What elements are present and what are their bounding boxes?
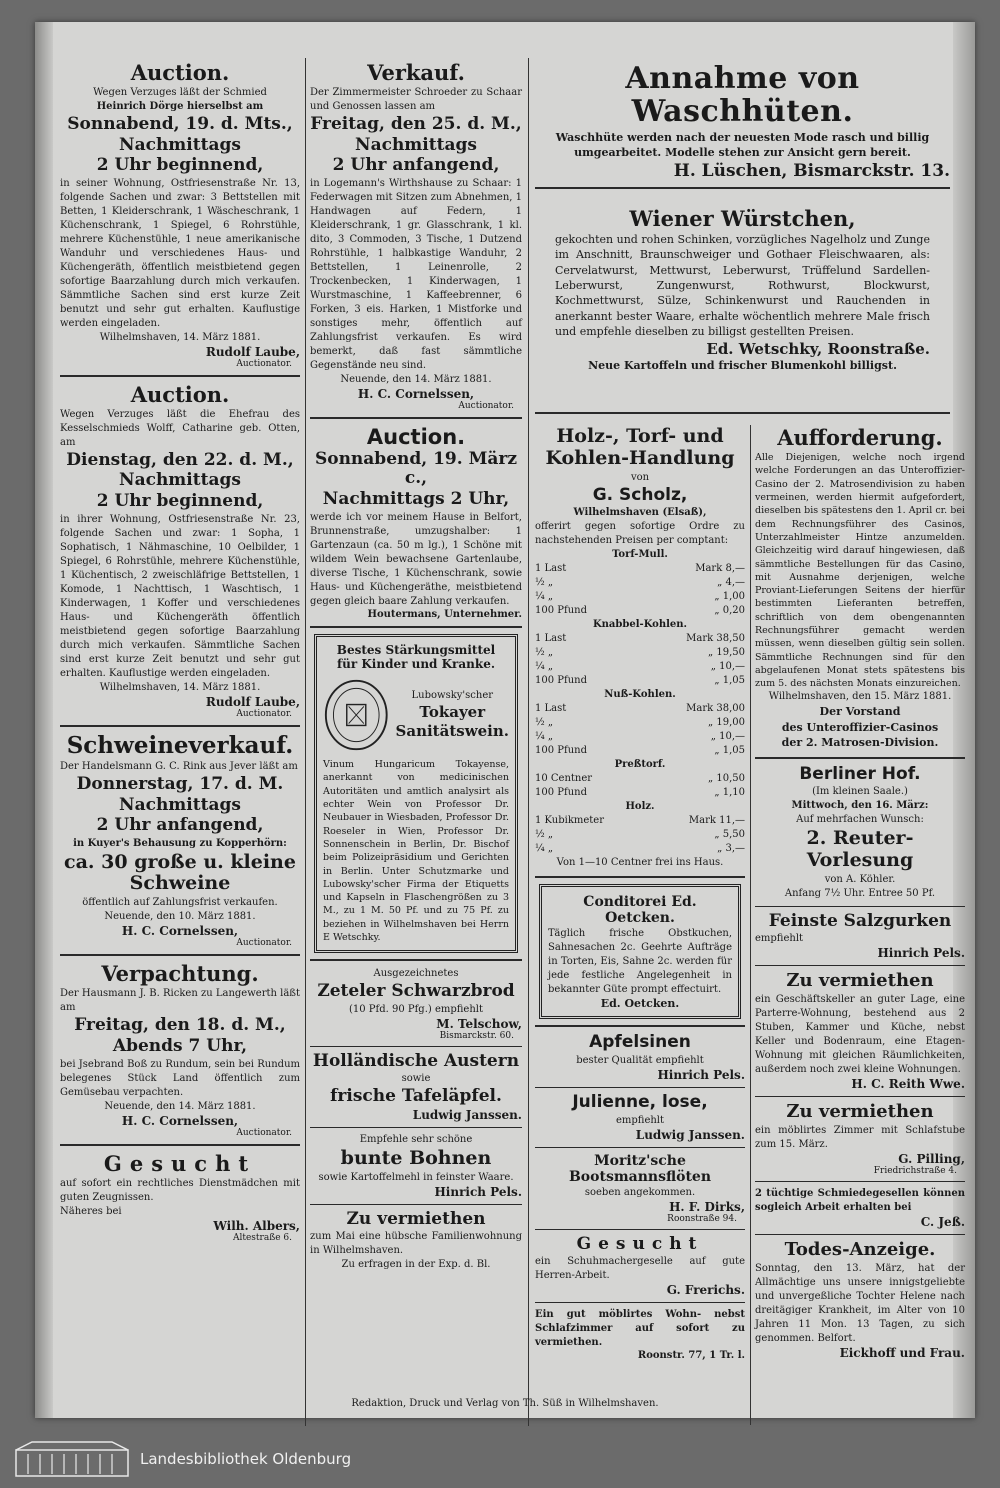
ad-apfelsinen bbox=[535, 1033, 745, 1082]
ad-role: Auctionator. bbox=[236, 358, 292, 369]
ad-headline: Tokayer bbox=[419, 703, 486, 722]
price-row bbox=[535, 730, 745, 744]
divider bbox=[755, 965, 965, 966]
column-rule bbox=[750, 425, 751, 1425]
price-section-head: Holz. bbox=[625, 801, 655, 813]
ad-role: Roonstraße 94. bbox=[667, 1213, 737, 1224]
divider bbox=[535, 187, 950, 189]
ad-date: Freitag, den 18. d. M., bbox=[74, 1015, 286, 1036]
ad-body: ein Geschäftskeller an guter Lage, eine Parterre-Wohnung, bestehend aus 2 Stuben, Kammer und Küche, nebst Keller und Bodenraum, eine Etagen-Wohnung mit gleichen Räumlichkeiten, außerdem noch zwei kleine Wohnungen. bbox=[755, 994, 965, 1076]
ad-title: Gesucht bbox=[576, 1233, 704, 1254]
divider bbox=[535, 1229, 745, 1230]
ad-signature: H. C. Cornelssen, bbox=[121, 1113, 239, 1128]
price-row bbox=[535, 744, 745, 758]
ad-body: Täglich frische Obstkuchen, Sahnesachen 2c. Geehrte Aufträge in Torten, Eis, Sahne 2c. werden für jede festliche Angelegenheit in bekannter Güte prompt effectuirt. bbox=[548, 928, 732, 996]
ad-headline: Sanitätswein. bbox=[395, 721, 509, 740]
ad-title: Zeteler Schwarzbrod bbox=[317, 981, 515, 1002]
ad-text: sowie bbox=[401, 1073, 431, 1085]
price-section-head: Knabbel-Kohlen. bbox=[592, 619, 688, 631]
ad-text: Auf mehrfachen Wunsch: bbox=[796, 814, 924, 826]
ad-text: Ausgezeichnetes bbox=[373, 968, 459, 980]
price-value: „ 1,05 bbox=[714, 675, 745, 687]
ad-verpachtung bbox=[60, 962, 300, 1137]
ad-title: Wiener Würstchen, bbox=[629, 205, 856, 231]
ad-body: ein möblirtes Zimmer mit Schlafstube zum 15. März. bbox=[755, 1124, 965, 1150]
price-row bbox=[535, 660, 745, 674]
ad-role: Auctionator. bbox=[458, 400, 514, 411]
ad-auction-houtermans bbox=[310, 425, 522, 620]
imprint-line: Redaktion, Druck und Verlag von Th. Süß in Wilhelmshaven. bbox=[351, 1398, 659, 1409]
divider bbox=[535, 876, 745, 878]
ad-text: in Kuyer's Behausung zu Kopperhörn: bbox=[73, 837, 287, 849]
ad-signature: Wilh. Albers, bbox=[213, 1218, 300, 1233]
ad-title: Annahme von Waschhüten. bbox=[625, 61, 860, 129]
ad-text: Der Handelsmann G. C. Rink aus Jever läßt am bbox=[60, 761, 298, 772]
price-quantity: ¼ „ bbox=[535, 591, 554, 603]
price-row bbox=[535, 786, 745, 800]
ad-date: Dienstag, den 22. d. M., bbox=[66, 449, 294, 470]
ad-body: Alle Diejenigen, welche noch irgend welche Forderungen an das Unteroffizier-Casino der 2. Matrosendivision zu haben vermeinen, werden hiermit aufgefordert, dieselben bis spätestens den 1. April cr. bei dem Rechnungsführer des Casinos, Unterzahlmeister Hintze anzumelden. Gleichzeitig wird darauf hingewiesen, daß sämmtliche Bestellungen für das Casino, mit Ausnahme derjenigen, welche Proviant-Lieferungen Seitens der hierfür bestimmten Lieferanten betreffen, schriftlich von dem obengenannten Rechnungsführer gemacht werden müssen, wenn dieselben gültig sein sollen. Sämmtliche Rechnungen sind für den abgelaufenen Monat stets spätestens bis zum 5. des nächsten Monats einzureichen. bbox=[755, 452, 965, 690]
ad-role: Auctionator. bbox=[236, 938, 292, 949]
ad-body: 2 tüchtige Schmiedegesellen können sogleich Arbeit erhalten bei bbox=[755, 1187, 965, 1213]
ad-headline: Bestes Stärkungsmittel bbox=[336, 642, 496, 657]
ad-body: Waschhüte werden nach der neuesten Mode rasch und billig umgearbeitet. Modelle stehen zur Ansicht gern bereit. bbox=[555, 131, 930, 160]
ad-text: Wegen Verzuges läßt der Schmied bbox=[93, 87, 267, 99]
ad-time: Nachmittags 2 Uhr, bbox=[322, 489, 510, 510]
ad-julienne bbox=[535, 1093, 745, 1142]
ad-signature: G. Pilling, bbox=[898, 1151, 965, 1166]
price-value: „ 1,05 bbox=[714, 745, 745, 757]
price-row bbox=[535, 828, 745, 842]
ad-text: Näheres bei bbox=[60, 1205, 122, 1217]
ad-text: offerirt gegen sofortige Ordre zu nachstehenden Preisen per comptant: bbox=[535, 521, 745, 547]
ad-body: werde ich vor meinem Hause in Belfort, Brunnenstraße, umzugshalber: 1 Gartenzaun (ca. 50 m lg.), 1 Schöne mit wildem Wein bewachsene Gartenlaube, diverse Tische, 1 Küchenschrank, sowie Haus- und Küchengeräthe, meistbietend gegen gleich baare Zahlung verkaufen. bbox=[310, 511, 522, 607]
divider bbox=[60, 954, 300, 956]
ad-title: Feinste Salzgurken bbox=[768, 910, 952, 931]
price-value: „ 19,00 bbox=[708, 717, 745, 729]
ad-signature: H. C. Cornelssen, bbox=[357, 386, 475, 401]
ad-title: Todes-Anzeige. bbox=[784, 1238, 936, 1260]
ad-time: Nachmittags bbox=[119, 794, 241, 815]
ad-tokayer-box bbox=[314, 634, 518, 954]
ad-text: empfiehlt bbox=[755, 933, 804, 945]
price-row bbox=[535, 646, 745, 660]
ad-text: Wegen Verzuges läßt die Ehefrau des Kesselschmieds Wolff, Catharine geb. Otten, am bbox=[60, 408, 300, 448]
price-quantity: ½ „ bbox=[535, 647, 554, 659]
price-value: „ 4,— bbox=[717, 577, 745, 589]
ad-time: 2 Uhr beginnend, bbox=[96, 155, 264, 176]
divider bbox=[535, 1302, 745, 1303]
ad-signature: H. C. Cornelssen, bbox=[121, 924, 239, 939]
price-value: „ 1,00 bbox=[714, 591, 745, 603]
ad-title: bunte Bohnen bbox=[340, 1146, 492, 1169]
ad-signature: Rudolf Laube, bbox=[205, 694, 300, 709]
column-1 bbox=[60, 60, 300, 1243]
divider bbox=[310, 626, 522, 628]
ad-text: Von 1—10 Centner frei ins Haus. bbox=[556, 857, 724, 869]
ad-title: Julienne, lose, bbox=[572, 1091, 708, 1112]
library-building-icon bbox=[12, 1438, 132, 1478]
ad-role: Auctionator. bbox=[236, 708, 292, 719]
ad-signature: Ed. Wetschky, Roonstraße. bbox=[706, 339, 930, 358]
price-section-head: Torf-Mull. bbox=[612, 549, 668, 561]
ad-text: bester Qualität empfiehlt bbox=[576, 1054, 704, 1066]
ad-signature: Ed. Oetcken. bbox=[600, 997, 680, 1011]
price-row bbox=[535, 632, 745, 646]
price-value: „ 10,50 bbox=[708, 773, 745, 785]
ad-wohnzimmer bbox=[535, 1308, 745, 1361]
ad-signature: Eickhoff und Frau. bbox=[839, 1345, 965, 1360]
divider bbox=[60, 375, 300, 377]
ad-role: Bismarckstr. 60. bbox=[439, 1030, 514, 1041]
ad-text: Der Hausmann J. B. Ricken zu Langewerth läßt am bbox=[60, 988, 300, 1014]
divider bbox=[755, 1181, 965, 1182]
divider bbox=[310, 1127, 522, 1128]
price-section-head: Preßtorf. bbox=[614, 759, 666, 771]
ad-headline: 2. Reuter-Vorlesung bbox=[806, 827, 914, 872]
price-row bbox=[535, 576, 745, 590]
ad-role: Friedrichstraße 4. bbox=[873, 1165, 957, 1176]
ad-title: frische Tafeläpfel. bbox=[330, 1086, 502, 1107]
ad-signature: G. Frerichs. bbox=[666, 1283, 745, 1298]
ad-vermiethen-mai bbox=[310, 1210, 522, 1273]
ad-text: öffentlich auf Zahlungsfrist verkaufen. bbox=[82, 897, 278, 909]
price-row bbox=[535, 716, 745, 730]
ad-time: 2 Uhr anfangend, bbox=[332, 155, 500, 176]
divider bbox=[60, 725, 300, 727]
ad-berliner-hof bbox=[755, 765, 965, 901]
ad-title: Auction. bbox=[130, 381, 230, 407]
ad-headline: ca. 30 große u. kleine Schweine bbox=[64, 850, 296, 895]
price-quantity: 1 Kubikmeter bbox=[535, 815, 605, 827]
divider bbox=[60, 1144, 300, 1146]
divider bbox=[310, 417, 522, 419]
price-quantity: ½ „ bbox=[535, 577, 554, 589]
price-quantity: ¼ „ bbox=[535, 731, 554, 743]
ad-body: gekochten und rohen Schinken, vorzügliches Nagelholz und Zunge im Anschnitt, Braunschweiger und Gothaer Fleischwaaren, als: Cervelatwurst, Mettwurst, Leberwurst, Trüffelund Sardellen-Leberwurst, Zungenwurst, Rothwurst, Blockwurst, Kochmettwurst, Sülze, Schinkenwurst und Rauchenden in anerkannt bester Waare, erhalte wöchentlich mehrere Male frisch und empfehle dieselben zu billigst gestellten Preisen. bbox=[555, 232, 930, 339]
ad-bootsmannsfloeten bbox=[535, 1153, 745, 1224]
ad-auction-wolff bbox=[60, 383, 300, 719]
ad-place: Wilhelmshaven, 14. März 1881. bbox=[99, 681, 261, 693]
divider bbox=[310, 959, 522, 961]
ad-time: Abends 7 Uhr, bbox=[112, 1036, 248, 1057]
price-row bbox=[535, 814, 745, 828]
ad-body: Vinum Hungaricum Tokayense, anerkannt von medicinischen Autoritäten und amtlich analysirt als echter Wein von Professor Dr. Neubauer in Wiesbaden, Professor Dr. Roeseler in Wien, Professor Dr. Sonnenschein in Berlin, Dr. Bischof beim Polizeipräsidium und Gerichten in Berlin. Unter Schutzmarke und Lubowsky'scher Firma der Etiquetts und Kapseln in Flaschengrößen zu 3 M., zu 1 M. 50 Pf. und zu 75 Pf. zu beziehen in Wilhelmshaven bei Herrn E Wetschky. bbox=[323, 759, 509, 944]
price-quantity: ½ „ bbox=[535, 829, 554, 841]
price-value: „ 10,— bbox=[710, 731, 745, 743]
ad-signature: des Unteroffizier-Casinos bbox=[781, 720, 939, 734]
ad-text: Mittwoch, den 16. März: bbox=[791, 800, 929, 812]
ad-time: 2 Uhr anfangend, bbox=[96, 815, 264, 836]
price-quantity: ¼ „ bbox=[535, 843, 554, 855]
price-quantity: ½ „ bbox=[535, 717, 554, 729]
ad-wiener-wuerstchen bbox=[535, 207, 950, 373]
price-value: „ 5,50 bbox=[714, 829, 745, 841]
ad-auction-doerge bbox=[60, 61, 300, 369]
ad-bohnen bbox=[310, 1133, 522, 1199]
ad-text: Der Zimmermeister Schroeder zu Schaar und Genossen lassen am bbox=[310, 87, 522, 113]
ad-text: Heinrich Dörge hierselbst am bbox=[96, 101, 264, 113]
price-value: Mark 8,— bbox=[695, 563, 745, 575]
ad-headline: für Kinder und Kranke. bbox=[336, 657, 496, 672]
divider bbox=[535, 1147, 745, 1148]
divider bbox=[535, 1025, 745, 1027]
price-row bbox=[535, 842, 745, 856]
column-3b bbox=[755, 425, 965, 1360]
ad-body: in seiner Wohnung, Ostfriesenstraße Nr. 13, folgende Sachen und zwar: 3 Bettstellen mit Betten, 1 Kleiderschrank, 1 Wäscheschrank, 1 Küchenschrank, 1 Spiegel, 6 Rohrstühle, mehrere Küchenstühle, 1 neue amerikanische Wanduhr und verschiedenes Haus- und Küchengeräth, öffentlich meistbietend gegen sofortige Baarzahlung durch mich verkaufen. Sämmtliche Sachen sind erst kurze Zeit benutzt und sehr gut erhalten. Kauflustige werden eingeladen. bbox=[60, 177, 300, 329]
ad-salzgurken bbox=[755, 912, 965, 961]
ad-signature: H. Lüschen, Bismarckstr. 13. bbox=[673, 160, 950, 181]
price-quantity: 1 Last bbox=[535, 563, 567, 575]
ad-date: Donnerstag, 17. d. M. bbox=[76, 774, 284, 794]
price-quantity: 1 Last bbox=[535, 703, 567, 715]
price-value: „ 19,50 bbox=[708, 647, 745, 659]
ad-gesucht-frerichs bbox=[535, 1235, 745, 1298]
divider bbox=[310, 1046, 522, 1047]
price-row bbox=[535, 604, 745, 618]
price-value: „ 1,10 bbox=[714, 787, 745, 799]
column-rule bbox=[305, 58, 306, 1426]
ad-waschhueten bbox=[535, 62, 950, 181]
ad-text: von bbox=[630, 471, 650, 483]
ad-place: Neuende, den 14. März 1881. bbox=[340, 373, 492, 385]
ad-signature: C. Jeß. bbox=[920, 1214, 965, 1229]
ad-text: Wilhelmshaven (Elsaß), bbox=[573, 507, 707, 519]
ad-title: Verpachtung. bbox=[101, 961, 259, 987]
ad-austern bbox=[310, 1052, 522, 1122]
ad-time: Nachmittags bbox=[355, 134, 477, 155]
ad-title: Holländische Austern bbox=[312, 1050, 520, 1071]
ad-body: ein Schuhmachergeselle auf gute Herren-Arbeit. bbox=[535, 1256, 745, 1282]
price-quantity: 100 Pfund bbox=[535, 745, 587, 757]
divider bbox=[755, 1096, 965, 1097]
divider bbox=[755, 906, 965, 907]
ad-scholz-kohlen bbox=[535, 426, 745, 870]
ad-time: Nachmittags bbox=[119, 134, 241, 155]
price-section-head: Nuß-Kohlen. bbox=[604, 689, 676, 701]
ad-signature: Houtermans, Unternehmer. bbox=[367, 608, 522, 620]
divider bbox=[755, 757, 965, 759]
ad-title: Conditorei Ed. Oetcken. bbox=[583, 894, 697, 927]
library-name: Landesbibliothek Oldenburg bbox=[140, 1450, 352, 1468]
ad-schweineverkauf bbox=[60, 733, 300, 949]
price-quantity: 100 Pfund bbox=[535, 605, 587, 617]
ad-signature: Hinrich Pels. bbox=[657, 1067, 745, 1082]
ad-schmiedegesellen bbox=[755, 1187, 965, 1229]
ad-signature: H. C. Reith Wwe. bbox=[851, 1077, 965, 1092]
price-quantity: ¼ „ bbox=[535, 661, 554, 673]
ad-title: Auction. bbox=[366, 424, 466, 449]
price-value: Mark 11,— bbox=[688, 815, 745, 827]
ad-body: in ihrer Wohnung, Ostfriesenstraße Nr. 23, folgende Sachen und zwar: 1 Sopha, 1 Sophatisch, 1 Nähmaschine, 10 Oelbilder, 1 Spiegel, 6 Rohrstühle, mehrere Küchenstühle, 1 Küchentisch, 2 zweischläfrige Bettstellen, 1 Komode, 1 Nachttisch, 1 Waschtisch, 1 Kinderwagen, 1 Koffer und verschiedenes Haus- und Küchengeräth öffentlich meistbietend gegen sofortige Baarzahlung durch mich verkaufen. Sämmtliche Sachen sind erst kurze Zeit benutzt und sehr gut erhalten. Kauflustige werden eingeladen. bbox=[60, 513, 300, 679]
ad-verkauf-schroeder bbox=[310, 61, 522, 411]
ad-name: G. Scholz, bbox=[592, 484, 688, 505]
ad-signature: Der Vorstand bbox=[819, 705, 901, 719]
ad-title: Verkauf. bbox=[367, 60, 465, 85]
ad-signature: Ludwig Janssen. bbox=[412, 1107, 522, 1122]
ad-body: bei Jsebrand Boß zu Rundum, sein bei Rundum belegenes Stück Land öffentlich zum Gemüsebau verpachten. bbox=[60, 1058, 300, 1098]
ad-title: Moritz'sche Bootsmannsflöten bbox=[568, 1152, 712, 1185]
ad-conditorei-box bbox=[539, 884, 741, 1019]
ad-role: Auctionator. bbox=[236, 1127, 292, 1138]
divider bbox=[310, 1204, 522, 1205]
ad-title: Gesucht bbox=[103, 1150, 257, 1176]
ad-title: Zu vermiethen bbox=[786, 970, 934, 992]
ad-text: empfiehlt bbox=[615, 1114, 665, 1126]
ad-signature: Rudolf Laube, bbox=[205, 344, 300, 359]
price-value: „ 3,— bbox=[717, 843, 745, 855]
ad-body: auf sofort ein rechtliches Dienstmädchen mit guten Zeugnissen. bbox=[60, 1177, 300, 1203]
column-rule bbox=[528, 58, 529, 1426]
ad-title: Apfelsinen bbox=[589, 1032, 691, 1053]
price-row bbox=[535, 562, 745, 576]
ad-aufforderung bbox=[755, 426, 965, 751]
column-3-top bbox=[535, 60, 950, 373]
ad-signature: der 2. Matrosen-Division. bbox=[781, 736, 939, 750]
ad-signature: M. Telschow, bbox=[436, 1016, 522, 1031]
ad-vermiethen-pilling bbox=[755, 1102, 965, 1176]
ad-text: Zu erfragen in der Exp. d. Bl. bbox=[341, 1259, 491, 1271]
ad-time: 2 Uhr beginnend, bbox=[96, 491, 264, 512]
ad-text: Neue Kartoffeln und frischer Blumenkohl billigst. bbox=[588, 358, 897, 372]
ad-signature: Hinrich Pels. bbox=[434, 1184, 522, 1199]
ad-text: sowie Kartoffelmehl in feinster Waare. bbox=[318, 1171, 514, 1183]
ad-body: Sonntag, den 13. März, hat der Allmächtige uns unsere innigstgeliebte und unvergeßliche Tochter Helene nach dreitägiger Krankheit, im Alter von 10 Jahren 11 Mon. 13 Tagen, zu sich genommen. Belfort. bbox=[755, 1262, 965, 1344]
ad-todes-anzeige bbox=[755, 1240, 965, 1360]
price-quantity: 100 Pfund bbox=[535, 675, 587, 687]
ad-text: (10 Pfd. 90 Pfg.) empfiehlt bbox=[348, 1003, 484, 1015]
ad-place: Wilhelmshaven, 14. März 1881. bbox=[99, 331, 261, 343]
ad-signature: Roonstr. 77, 1 Tr. l. bbox=[637, 1350, 745, 1362]
ad-time: Nachmittags bbox=[119, 470, 241, 491]
ad-text: von A. Köhler. bbox=[824, 873, 896, 885]
divider bbox=[535, 1087, 745, 1088]
ad-date: Sonnabend, 19. d. Mts., bbox=[67, 114, 293, 135]
ad-body: Ein gut möblirtes Wohn- nebst Schlafzimmer auf sofort zu vermiethen. bbox=[535, 1309, 745, 1349]
ad-date: Freitag, den 25. d. M., bbox=[310, 114, 522, 135]
price-value: Mark 38,50 bbox=[686, 633, 745, 645]
ad-place: Neuende, den 14. März 1881. bbox=[104, 1100, 256, 1112]
ad-title: Holz-, Torf- und Kohlen-Handlung bbox=[545, 425, 735, 469]
price-quantity: 10 Centner bbox=[535, 773, 593, 785]
ad-signature: Ludwig Janssen. bbox=[635, 1127, 745, 1142]
ad-place: Wilhelmshaven, den 15. März 1881. bbox=[768, 691, 952, 703]
ad-text: soeben angekommen. bbox=[584, 1186, 696, 1198]
ad-body: zum Mai eine hübsche Familienwohnung in Wilhelmshaven. bbox=[310, 1231, 522, 1257]
ad-title: Aufforderung. bbox=[777, 425, 943, 450]
price-row bbox=[535, 674, 745, 688]
ad-title: Auction. bbox=[130, 60, 230, 85]
page-binding-edge bbox=[35, 22, 53, 1418]
ad-schwarzbrod bbox=[310, 967, 522, 1041]
column-2 bbox=[310, 60, 522, 1272]
column-3a bbox=[535, 425, 745, 1361]
ad-text: Empfehle sehr schöne bbox=[359, 1133, 473, 1145]
ad-signature: H. F. Dirks, bbox=[669, 1199, 745, 1214]
ad-role: Altestraße 6. bbox=[232, 1232, 292, 1243]
price-value: „ 10,— bbox=[710, 661, 745, 673]
ad-text: Lubowsky'scher bbox=[411, 690, 494, 702]
ad-text: Anfang 7½ Uhr. Entree 50 Pf. bbox=[784, 887, 936, 899]
price-value: „ 0,20 bbox=[714, 605, 745, 617]
ad-signature: Hinrich Pels. bbox=[877, 946, 965, 961]
tokayer-seal-icon bbox=[323, 676, 390, 754]
price-quantity: 1 Last bbox=[535, 633, 567, 645]
ad-title: Schweineverkauf. bbox=[66, 731, 294, 759]
ad-date: Sonnabend, 19. März c., bbox=[314, 448, 518, 489]
ad-body: in Logemann's Wirthshause zu Schaar: 1 Federwagen mit Sitzen zum Abnehmen, 1 Handwagen auf Federn, 1 Kleiderschrank, 1 gr. Glasschrank, 1 kl. dito, 3 Commoden, 3 Tische, 1 Dutzend Rohrstühle, 1 halbkastige Wanduhr, 2 Bettstellen, 1 Leinenrolle, 2 Trockenbecken, 1 Kinderwagen, 1 Wurstmaschine, 1 Kaffeebrenner, 6 Forken, 3 eis. Harken, 1 Mistforke und sonstiges mehr, öffentlich auf Zahlungsfrist verkaufen. Es wird bemerkt, daß fast sämmtliche Gegenstände neu sind. bbox=[310, 177, 522, 371]
ad-gesucht-albers bbox=[60, 1152, 300, 1243]
price-value: Mark 38,00 bbox=[686, 703, 745, 715]
price-row bbox=[535, 772, 745, 786]
ad-title: Berliner Hof. bbox=[799, 763, 921, 784]
ad-place: Neuende, den 10. März 1881. bbox=[104, 911, 256, 923]
price-list bbox=[535, 548, 745, 856]
divider bbox=[535, 412, 950, 414]
price-row bbox=[535, 590, 745, 604]
ad-vermiethen-reith bbox=[755, 971, 965, 1091]
price-quantity: 100 Pfund bbox=[535, 787, 587, 799]
divider bbox=[755, 1234, 965, 1235]
ad-title: Zu vermiethen bbox=[346, 1208, 486, 1229]
ad-text: (Im kleinen Saale.) bbox=[812, 786, 908, 798]
ad-title: Zu vermiethen bbox=[786, 1101, 934, 1123]
price-row bbox=[535, 702, 745, 716]
